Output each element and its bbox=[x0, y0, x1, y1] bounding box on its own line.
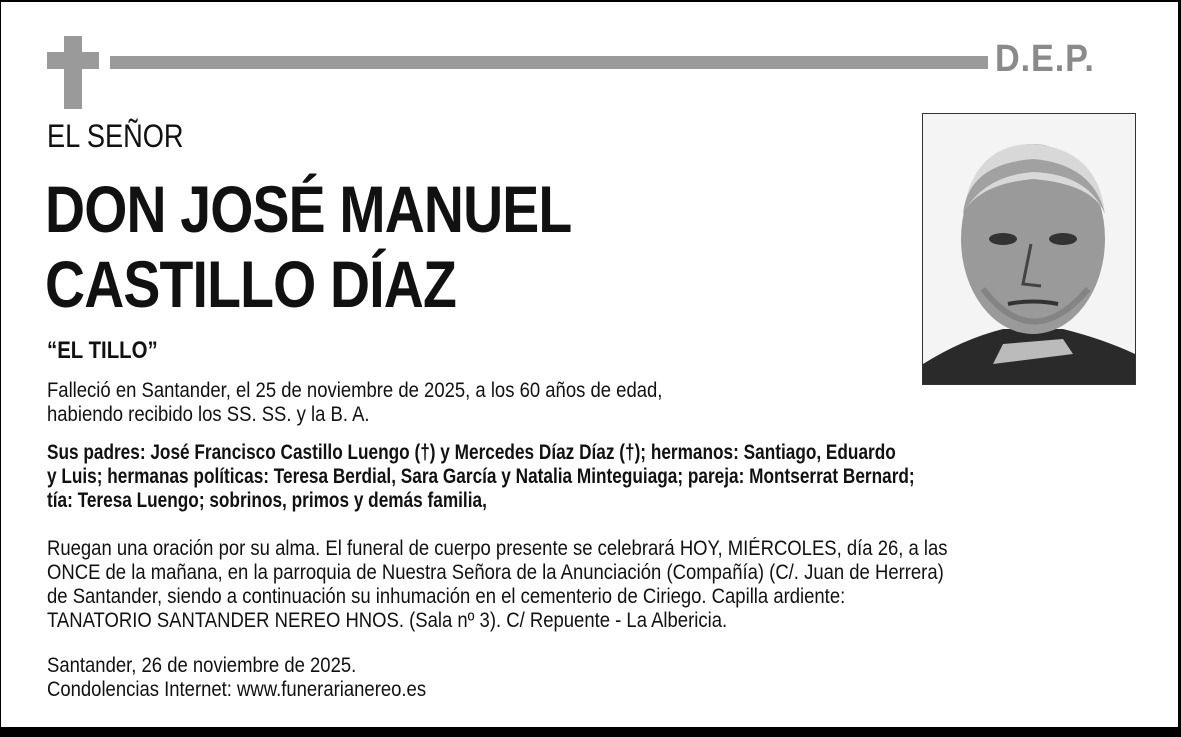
text-line: de Santander, siendo a continuación su inhumación en el cementerio de Ciriego. Capilla ardiente: bbox=[47, 585, 846, 608]
text-line: Falleció en Santander, el 25 de noviembre de 2025, a los 60 años de edad, bbox=[47, 379, 663, 402]
title-prefix: EL SEÑOR bbox=[47, 118, 184, 154]
text-line: Ruegan una oración por su alma. El funeral de cuerpo presente se celebrará HOY, MIÉRCOLES, día 26, a las bbox=[47, 537, 948, 560]
deceased-name-line-2: CASTILLO DÍAZ bbox=[45, 247, 457, 321]
nickname: “EL TILLO” bbox=[47, 337, 158, 364]
portrait-photo bbox=[922, 113, 1136, 385]
portrait-image bbox=[923, 114, 1135, 384]
text-line: TANATORIO SANTANDER NEREO HNOS. (Sala nº 3). C/ Repuente - La Albericia. bbox=[47, 609, 728, 632]
funeral-details bbox=[47, 537, 948, 633]
deceased-name-line-1: DON JOSÉ MANUEL bbox=[45, 172, 572, 246]
cross-icon bbox=[64, 36, 82, 109]
text-line: habiendo recibido los SS. SS. y la B. A. bbox=[47, 403, 370, 426]
footer bbox=[47, 654, 426, 702]
text-line: ONCE de la mañana, en la parroquia de Nuestra Señora de la Anunciación (Compañía) (C/. Juan de Herrera) bbox=[47, 561, 944, 584]
date-line: Santander, 26 de noviembre de 2025. bbox=[47, 654, 357, 677]
condolences-line: Condolencias Internet: www.funerarianereo.es bbox=[47, 678, 427, 701]
text-line: Sus padres: José Francisco Castillo Luengo (†) y Mercedes Díaz Díaz (†); hermanos: Santiago, Eduardo bbox=[47, 441, 896, 464]
dep-label: D.E.P. bbox=[995, 38, 1095, 80]
family-list bbox=[47, 441, 915, 513]
header-rule bbox=[110, 56, 988, 69]
death-notice bbox=[47, 379, 662, 427]
text-line: tía: Teresa Luengo; sobrinos, primos y demás familia, bbox=[47, 489, 487, 512]
bottom-bar bbox=[0, 727, 1181, 737]
cross-icon-bar bbox=[47, 52, 99, 69]
text-line: y Luis; hermanas políticas: Teresa Berdial, Sara García y Natalia Minteguiaga; pareja: Montserrat Bernard; bbox=[47, 465, 915, 488]
